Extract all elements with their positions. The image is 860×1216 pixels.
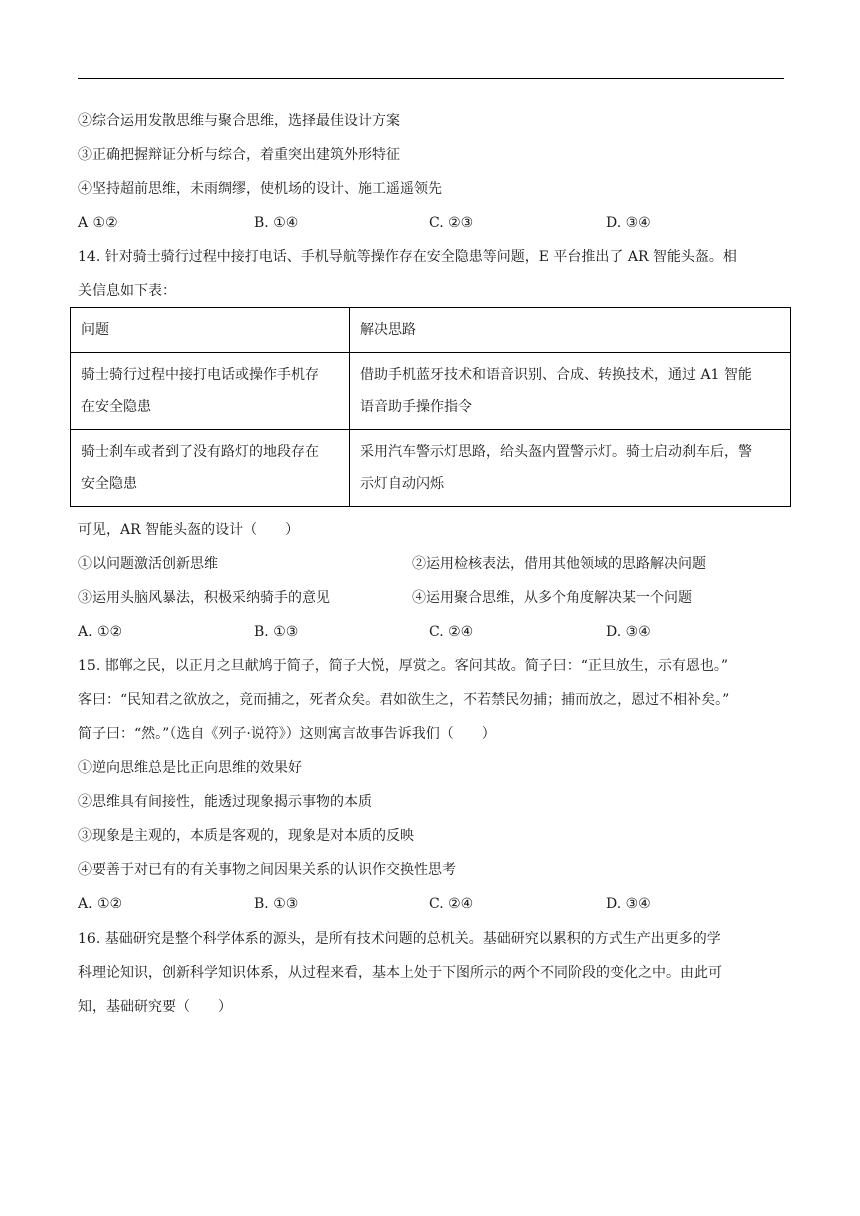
cell-text-line: 骑士刹车或者到了没有路灯的地段存在 [81,444,319,460]
q15-item-2: ②思维具有间接性，能透过现象揭示事物的本质 [78,794,372,810]
q15-choice-c: C. ②④ [429,896,474,912]
q14-item-3: ③运用头脑风暴法，积极采纳骑手的意见 [78,590,330,606]
q15-item-4: ④要善于对已有的有关事物之间因果关系的认识作交换性思考 [78,862,456,878]
table-row [71,353,791,430]
table-header-problem: 问题 [71,308,350,353]
q15-choice-d: D. ③④ [606,896,651,912]
q14-stem-line2: 关信息如下表： [78,283,176,299]
q13-choice-a: A ①② [78,215,118,231]
q14-choice-b: B. ①③ [254,624,299,640]
q16-stem-line2: 科理论知识，创新科学知识体系，从过程来看，基本上处于下图所示的两个不同阶段的变化之中。由此可 [78,965,722,981]
q13-choice-d: D. ③④ [606,215,651,231]
q15-stem-line1: 15. 邯郸之民，以正月之旦献鸠于简子，简子大悦，厚赏之。客问其故。简子曰：“正旦放生，示有恩也。” [78,658,729,674]
table-cell-problem [71,353,350,430]
cell-text-line: 借助手机蓝牙技术和语音识别、合成、转换技术，通过 A1 智能 [360,367,752,383]
q14-choice-a: A. ①② [78,624,123,640]
q14-stem-line1: 14. 针对骑士骑行过程中接打电话、手机导航等操作存在安全隐患等问题，E 平台推出了 AR 智能头盔。相 [78,249,737,265]
table-header-row [71,308,791,353]
q14-choice-d: D. ③④ [606,624,651,640]
q14-item-1: ①以问题激活创新思维 [78,556,218,572]
q15-stem-line2: 客曰：“民知君之欲放之，竞而捕之，死者众矣。君如欲生之，不若禁民勿捕；捕而放之，恩过不相补矣。” [78,692,730,708]
cell-text-line: 骑士骑行过程中接打电话或操作手机存 [81,367,319,383]
table-cell-solution [350,353,791,430]
q13-item-4: ④坚持超前思维，未雨绸缪，使机场的设计、施工遥遥领先 [78,181,442,197]
cell-text-line: 在安全隐患 [81,399,151,415]
q15-stem-line3: 简子曰：“然。”（选自《列子·说符》）这则寓言故事告诉我们（ ） [78,726,496,742]
q14-question: 可见，AR 智能头盔的设计（ ） [78,522,300,538]
q13-choice-b: B. ①④ [254,215,299,231]
table-header-solution: 解决思路 [350,308,791,353]
q15-choice-a: A. ①② [78,896,123,912]
table-row [71,430,791,507]
q14-choice-c: C. ②④ [429,624,474,640]
table-cell-problem [71,430,350,507]
header-rule [78,78,784,79]
cell-text-line: 安全隐患 [81,476,137,492]
q14-item-2: ②运用检核表法，借用其他领域的思路解决问题 [412,556,706,572]
q15-item-3: ③现象是主观的，本质是客观的，现象是对本质的反映 [78,828,414,844]
q13-choice-c: C. ②③ [429,215,474,231]
q13-item-2: ②综合运用发散思维与聚合思维，选择最佳设计方案 [78,113,400,129]
table-cell-solution [350,430,791,507]
cell-text-line: 示灯自动闪烁 [360,476,444,492]
q14-info-table [70,307,791,507]
q15-choice-b: B. ①③ [254,896,299,912]
q15-item-1: ①逆向思维总是比正向思维的效果好 [78,760,302,776]
q16-stem-line1: 16. 基础研究是整个科学体系的源头，是所有技术问题的总机关。基础研究以累积的方式生产出更多的学 [78,931,721,947]
cell-text-line: 语音助手操作指令 [360,399,472,415]
q14-item-4: ④运用聚合思维，从多个角度解决某一个问题 [412,590,692,606]
cell-text-line: 采用汽车警示灯思路，给头盔内置警示灯。骑士启动刹车后，警 [360,444,752,460]
q16-stem-line3: 知，基础研究要（ ） [78,999,232,1015]
q13-item-3: ③正确把握辩证分析与综合，着重突出建筑外形特征 [78,147,400,163]
